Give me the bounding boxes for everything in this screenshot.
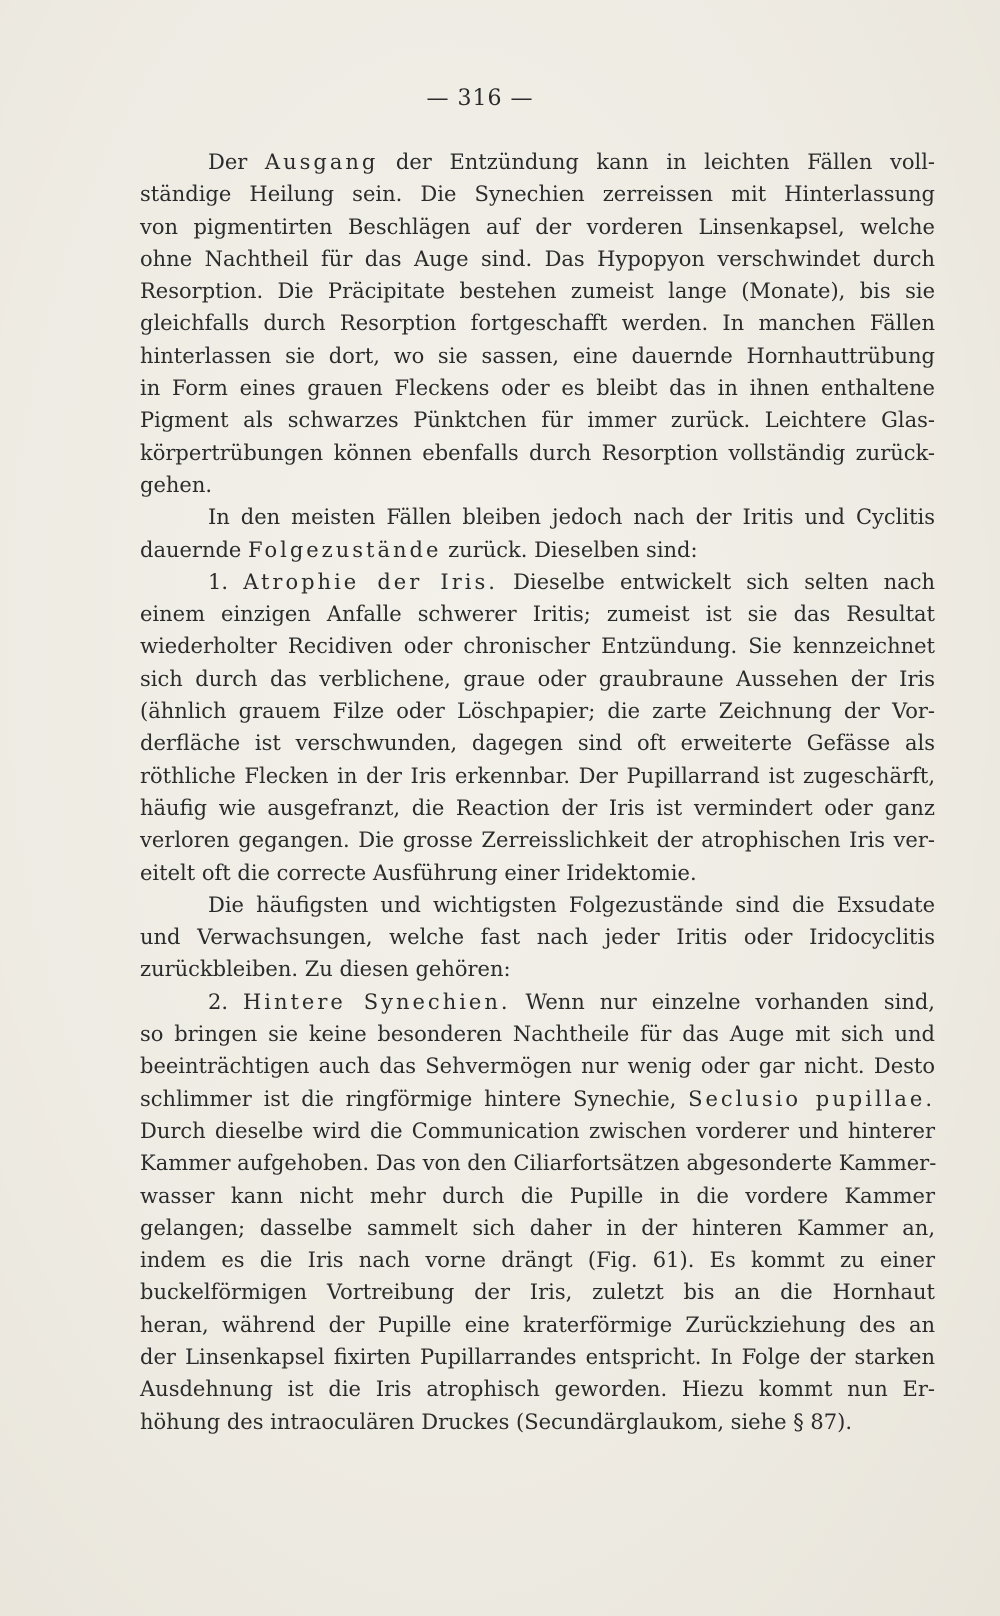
text-segment: von pigmentirten Beschlägen auf der vorderen Linsenkapsel, welche [140, 214, 935, 239]
text-line [140, 1276, 935, 1308]
text-line [140, 857, 935, 889]
text-segment: Durch dieselbe wird die Communication zwischen vorderer und hinterer [140, 1118, 935, 1143]
text-segment: Resorption. Die Präcipitate bestehen zumeist lange (Monate), bis sie [140, 279, 935, 304]
text-segment: Kammer aufgehoben. Das von den Ciliarfortsätzen abgesonderte Kammer- [140, 1151, 937, 1176]
text-segment: der Linsenkapsel fixirten Pupillarrandes entspricht. In Folge der starken [140, 1344, 935, 1369]
text-line [140, 1115, 935, 1147]
text-segment: eitelt oft die correcte Ausführung einer Iridektomie. [140, 860, 697, 885]
text-line [140, 986, 935, 1018]
text-segment: häufig wie ausgefranzt, die Reaction der Iris ist vermindert oder ganz [140, 795, 935, 820]
text-segment: ohne Nachtheil für das Auge sind. Das Hypopyon verschwindet durch [140, 246, 935, 271]
text-segment: Wenn nur einzelne vorhanden sind, [510, 989, 935, 1014]
text-segment: gleichfalls durch Resorption fortgeschafft werden. In manchen Fällen [140, 311, 935, 336]
page-number: — 316 — [426, 86, 534, 111]
text-line [140, 1212, 935, 1244]
text-line [140, 1244, 935, 1276]
text-segment: Dieselbe entwickelt sich selten nach [497, 569, 935, 594]
text-line [140, 243, 935, 275]
text-line [140, 146, 935, 178]
text-line [140, 1018, 935, 1050]
text-segment: heran, während der Pupille eine kraterförmige Zurückziehung des an [140, 1312, 935, 1337]
body-text [140, 146, 935, 1438]
text-segment: und Verwachsungen, welche fast nach jeder Iritis oder Iridocyclitis [140, 925, 935, 950]
text-segment: Der [208, 150, 265, 174]
text-segment: schlimmer ist die ringförmige hintere Synechie, [140, 1086, 689, 1111]
text-segment: Die häufigsten und wichtigsten Folgezustände sind die Exsudate [208, 892, 935, 917]
text-segment: Pigment als schwarzes Pünktchen für immer zurück. Leichtere Glas- [140, 408, 935, 433]
text-segment: buckelförmigen Vortreibung der Iris, zuletzt bis an die Hornhaut [140, 1280, 935, 1305]
text-line [140, 921, 935, 953]
spaced-emphasis: Hintere Synechien. [242, 989, 511, 1014]
text-line [140, 437, 935, 469]
text-line [140, 1180, 935, 1212]
text-segment: beeinträchtigen auch das Sehvermögen nur wenig oder gar nicht. Desto [140, 1054, 935, 1079]
text-line [140, 211, 935, 243]
text-line [140, 1406, 935, 1438]
text-line [140, 501, 935, 533]
text-segment: indem es die Iris nach vorne drängt (Fig. 61). Es kommt zu einer [140, 1248, 935, 1273]
text-line [140, 792, 935, 824]
text-line [140, 1373, 935, 1405]
text-segment: 1. [208, 569, 244, 594]
text-line [140, 566, 935, 598]
text-line [140, 372, 935, 404]
text-segment: zurück. Dieselben sind: [441, 537, 698, 562]
text-line [140, 1050, 935, 1082]
text-segment: höhung des intraoculären Druckes (Secundärglaukom, siehe § 87). [140, 1409, 852, 1434]
text-segment: röthliche Flecken in der Iris erkennbar. Der Pupillarrand ist zugeschärft, [140, 763, 935, 788]
text-line [140, 630, 935, 662]
text-segment: gehen. [140, 472, 213, 497]
spaced-emphasis: Ausgang [264, 150, 379, 174]
spaced-emphasis: Seclusio pupillae. [688, 1086, 935, 1111]
text-segment: derfläche ist verschwunden, dagegen sind oft erweiterte Gefässe als [140, 731, 935, 756]
text-line [140, 340, 935, 372]
text-line [140, 695, 935, 727]
text-segment: wasser kann nicht mehr durch die Pupille in die vordere Kammer [140, 1183, 935, 1208]
text-line [140, 663, 935, 695]
text-line [140, 1083, 935, 1115]
text-segment: in Form eines grauen Fleckens oder es bleibt das in ihnen enthaltene [140, 376, 935, 401]
text-line [140, 727, 935, 759]
text-segment: körpertrübungen können ebenfalls durch Resorption vollständig zurück- [140, 440, 935, 465]
text-segment: wiederholter Recidiven oder chronischer Entzündung. Sie kennzeichnet [140, 634, 935, 659]
text-line [140, 534, 935, 566]
text-segment: ständige Heilung sein. Die Synechien zerreissen mit Hinterlassung [140, 182, 935, 207]
text-segment: einem einzigen Anfalle schwerer Iritis; zumeist ist sie das Resultat [140, 602, 935, 627]
text-segment: zurückbleiben. Zu diesen gehören: [140, 957, 511, 982]
text-line [140, 1147, 935, 1179]
text-line [140, 824, 935, 856]
text-line [140, 953, 935, 985]
text-line [140, 598, 935, 630]
text-segment: 2. [208, 989, 243, 1014]
text-line [140, 1341, 935, 1373]
text-line [140, 178, 935, 210]
text-segment: verloren gegangen. Die grosse Zerreisslichkeit der atrophischen Iris ver- [140, 828, 935, 853]
text-line [140, 889, 935, 921]
text-segment: Ausdehnung ist die Iris atrophisch geworden. Hiezu kommt nun Er- [140, 1377, 935, 1402]
text-line [140, 307, 935, 339]
text-line [140, 760, 935, 792]
text-segment: dauernde [140, 537, 249, 562]
text-segment: hinterlassen sie dort, wo sie sassen, eine dauernde Hornhauttrübung [140, 343, 935, 368]
text-segment: sich durch das verblichene, graue oder graubraune Aussehen der Iris [140, 666, 935, 691]
spaced-emphasis: Atrophie der Iris. [243, 569, 498, 594]
spaced-emphasis: Folgezustände [248, 537, 442, 562]
text-segment: (ähnlich grauem Filze oder Löschpapier; die zarte Zeichnung der Vor- [140, 699, 935, 724]
text-segment: gelangen; dasselbe sammelt sich daher in der hinteren Kammer an, [140, 1215, 935, 1240]
text-line [140, 404, 935, 436]
text-line [140, 469, 935, 501]
text-segment: In den meisten Fällen bleiben jedoch nach der Iritis und Cyclitis [208, 505, 935, 530]
text-segment: so bringen sie keine besonderen Nachtheile für das Auge mit sich und [140, 1022, 935, 1047]
text-line [140, 275, 935, 307]
text-segment: der Entzündung kann in leichten Fällen voll- [378, 150, 936, 174]
text-line [140, 1309, 935, 1341]
